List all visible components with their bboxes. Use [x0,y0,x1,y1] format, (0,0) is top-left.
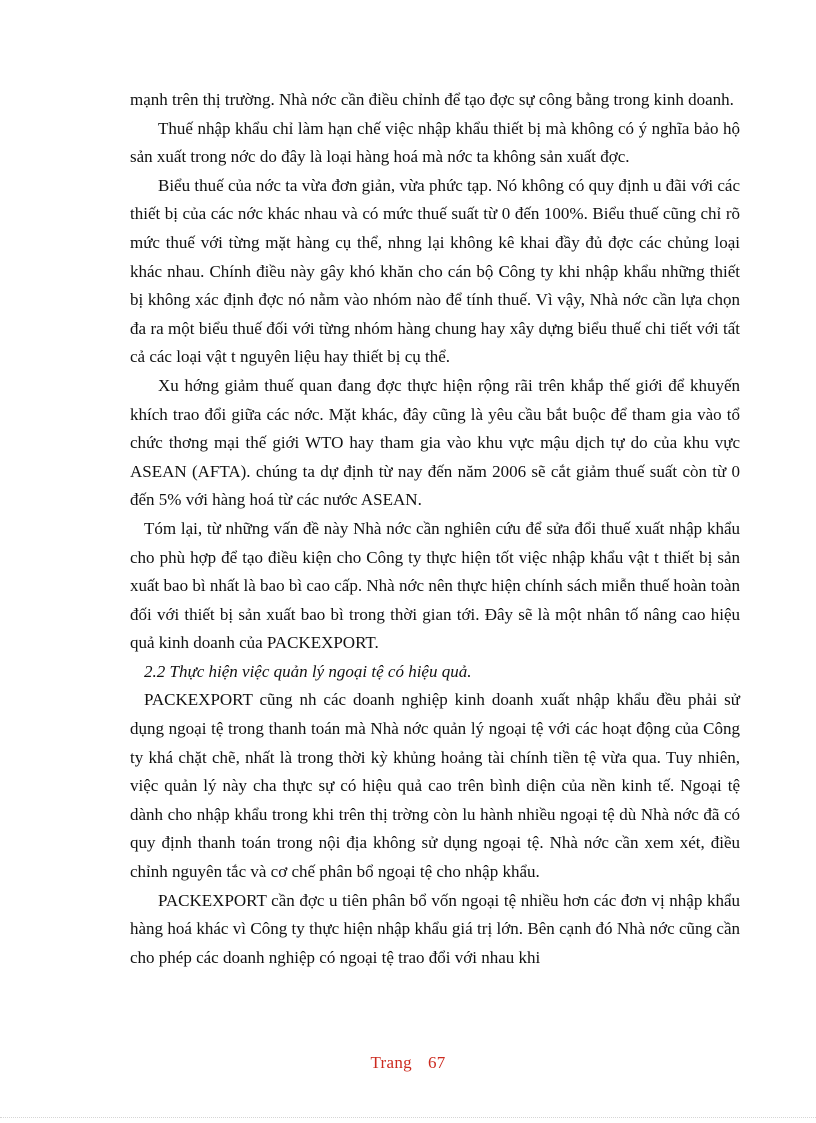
page-number: 67 [427,1053,446,1072]
page-footer [0,1053,816,1073]
paragraph-foreign-currency: PACKEXPORT cũng nh các doanh nghiệp kinh doanh xuất nhập khẩu đều phải sử dụng ngoại tệ trong thanh toán mà Nhà nớc quản lý ngoại tệ với các hoạt động của Công ty khá chặt chẽ, nhất là trong thời kỳ khủng hoảng tài chính tiền tệ vừa qua. Tuy nhiên, việc quản lý này cha thực sự có hiệu quả cao trên bình diện của nền kinh tế. Ngoại tệ dành cho nhập khẩu trong khi trên thị trờng còn lu hành nhiều ngoại tệ dù Nhà nớc đã có quy định thanh toán trong nội địa không sử dụng ngoại tệ. Nhà nớc cần xem xét, điều chỉnh nguyên tắc và cơ chế phân bổ ngoại tệ cho nhập khẩu. [130,690,740,882]
paragraph-summary: Tóm lại, từ những vấn đề này Nhà nớc cần nghiên cứu để sửa đổi thuế xuất nhập khẩu cho phù hợp để tạo điều kiện cho Công ty thực hiện tốt việc nhập khẩu vật t thiết bị sản xuất bao bì nhất là bao bì cao cấp. Nhà nớc nên thực hiện chính sách miễn thuế hoàn toàn đối với thiết bị sản xuất bao bì trong thời gian tới. Đây sẽ là một nhân tố nâng cao hiệu quả kinh doanh của PACKEXPORT. [130,518,740,653]
document-body [130,86,740,972]
section-heading: 2.2 Thực hiện việc quản lý ngoại tệ có hiệu quả. [144,661,472,681]
page-label: Trang [370,1053,412,1072]
paragraph-tariff-schedule: Biểu thuế của nớc ta vừa đơn giản, vừa phức tạp. Nó không có quy định u đãi với các thiết bị của các nớc khác nhau và có mức thuế suất từ 0 đến 100%. Biểu thuế cũng chỉ rõ mức thuế với từng mặt hàng cụ thể, nhng lại không kê khai đầy đủ đợc các chủng loại khác nhau. Chính điều này gây khó khăn cho cán bộ Công ty khi nhập khẩu những thiết bị không xác định đợc nó nằm vào nhóm nào để tính thuế. Vì vậy, Nhà nớc cần lựa chọn đa ra một biểu thuế đối với từng nhóm hàng chung hay xây dựng biểu thuế chi tiết với tất cả các loại vật t nguyên liệu hay thiết bị cụ thể. [130,175,740,367]
paragraph-continuation: mạnh trên thị trường. Nhà nớc cần điều chỉnh để tạo đợc sự công bằng trong kinh doanh. [130,90,734,109]
bottom-divider [0,1117,816,1118]
paragraph-priority-allocation: PACKEXPORT cần đợc u tiên phân bổ vốn ngoại tệ nhiều hơn các đơn vị nhập khẩu hàng hoá khác vì Công ty thực hiện nhập khẩu giá trị lớn. Bên cạnh đó Nhà nớc cũng cần cho phép các doanh nghiệp có ngoại tệ trao đổi với nhau khi [130,890,740,967]
paragraph-import-tax: Thuế nhập khẩu chỉ làm hạn chế việc nhập khẩu thiết bị mà không có ý nghĩa bảo hộ sản xuất trong nớc do đây là loại hàng hoá mà nớc ta không sản xuất đợc. [130,118,740,167]
paragraph-tariff-reduction: Xu hớng giảm thuế quan đang đợc thực hiện rộng rãi trên khắp thế giới để khuyến khích trao đổi giữa các nớc. Mặt khác, đây cũng là yêu cầu bắt buộc để tham gia vào tổ chức thơng mại thế giới WTO hay tham gia vào khu vực mậu dịch tự do của khu vực ASEAN (AFTA). chúng ta dự định từ nay đến năm 2006 sẽ cắt giảm thuế suất còn từ 0 đến 5% với hàng hoá từ các nước ASEAN. [130,375,740,510]
